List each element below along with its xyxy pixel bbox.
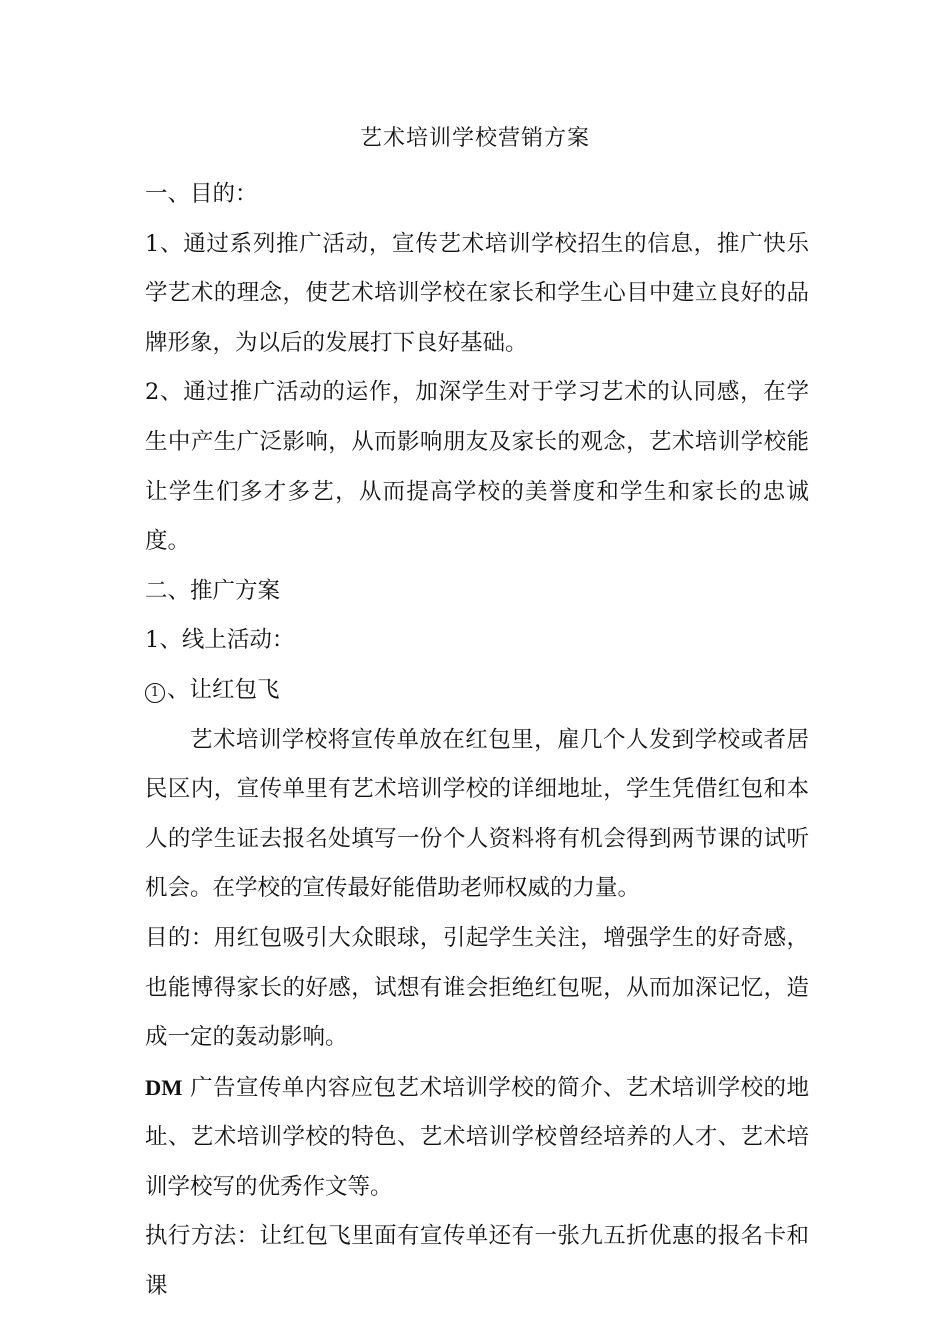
red-envelope-description: 艺术培训学校将宣传单放在红包里，雇几个人发到学校或者居民区内，宣传单里有艺术培训学校的详细地址，学生凭借红包和本人的学生证去报名处填写一份个人资料将有机会得到两节课的试听机会。在学校的宣传最好能借助老师权威的力量。 bbox=[145, 726, 809, 902]
dm-abbreviation: DM bbox=[145, 1074, 183, 1100]
section-heading-purpose: 一、目的： bbox=[145, 181, 258, 207]
section-heading-promotion: 二、推广方案 bbox=[145, 577, 281, 604]
document-title: 艺术培训学校营销方案 bbox=[359, 126, 590, 151]
subheading-online-activities: 1、线上活动： bbox=[145, 627, 295, 654]
dm-flyer-text: 广告宣传单内容应包艺术培训学校的简介、艺术培训学校的地址、艺术培训学校的特色、艺术培训学校曾经培养的人才、艺术培训学校写的优秀作文等。 bbox=[145, 1074, 809, 1200]
dm-flyer-paragraph bbox=[145, 1063, 809, 1213]
execution-method-paragraph: 执行方法：让红包飞里面有宣传单还有一张九五折优惠的报名卡和课 bbox=[145, 1223, 809, 1300]
purpose-paragraph-2: 2、通过推广活动的运作，加深学生对于学习艺术的认同感，在学生中产生广泛影响，从而影响朋友及家长的观念，艺术培训学校能让学生们多才多艺，从而提高学校的美誉度和学生和家长的忠诚度。 bbox=[145, 379, 809, 555]
purpose-paragraph-1: 1、通过系列推广活动，宣传艺术培训学校招生的信息，推广快乐学艺术的理念，使艺术培训学校在家长和学生心目中建立良好的品牌形象，为以后的发展打下良好基础。 bbox=[145, 230, 809, 356]
red-envelope-purpose: 目的：用红包吸引大众眼球，引起学生关注，增强学生的好奇感，也能博得家长的好感，试想有谁会拒绝红包呢，从而加深记忆，造成一定的轰动影响。 bbox=[145, 924, 809, 1051]
item-title: 、让红包飞 bbox=[167, 676, 280, 703]
document-body bbox=[145, 170, 809, 1312]
item-heading-red-envelope bbox=[145, 666, 809, 716]
circled-number-one: 1 bbox=[145, 683, 165, 703]
